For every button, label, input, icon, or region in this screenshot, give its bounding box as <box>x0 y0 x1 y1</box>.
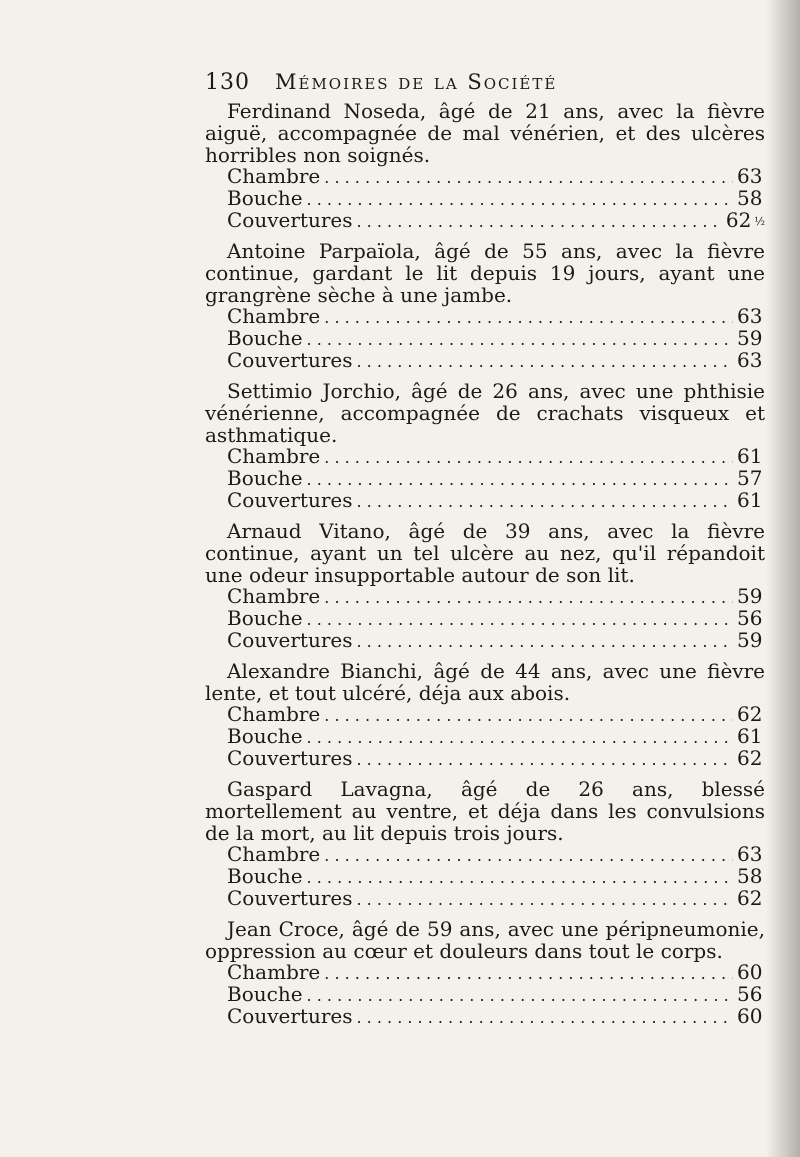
measurement-value <box>737 866 765 887</box>
measurement-label: Chambre <box>227 842 321 866</box>
measurement-row <box>205 704 765 726</box>
measurement-row <box>205 866 765 888</box>
measurement-value <box>737 1006 765 1027</box>
dot-leader <box>357 631 734 652</box>
measurement-label: Bouche <box>227 606 303 630</box>
measurement-label: Bouche <box>227 982 303 1006</box>
dot-leader <box>324 447 733 468</box>
dot-leader <box>357 351 734 372</box>
measurement-value <box>737 748 765 769</box>
measurement-label: Chambre <box>227 960 321 984</box>
measurement-value <box>737 608 765 629</box>
measurement-value-number: 60 <box>737 960 763 984</box>
patient-entry <box>205 380 765 512</box>
dot-leader <box>307 189 733 210</box>
measurement-label: Bouche <box>227 864 303 888</box>
book-page <box>205 70 765 1028</box>
measurement-value <box>737 962 765 983</box>
measurement-value-number: 56 <box>737 982 763 1006</box>
dot-leader <box>307 329 733 350</box>
running-header <box>205 70 765 100</box>
measurement-value <box>737 306 765 327</box>
patient-description: Ferdinand Noseda, âgé de 21 ans, avec la fièvre aiguë, accompagnée de mal vénérien, et des ulcères horribles non soignés. <box>205 99 765 167</box>
measurement-row <box>205 350 765 372</box>
measurement-label: Bouche <box>227 724 303 748</box>
measurement-row <box>205 446 765 468</box>
measurement-value-number: 60 <box>737 1004 763 1028</box>
measurement-value <box>737 704 765 725</box>
measurement-label: Chambre <box>227 304 321 328</box>
measurement-row <box>205 490 765 512</box>
dot-leader <box>324 963 733 984</box>
measurement-row <box>205 748 765 770</box>
measurement-label: Couvertures <box>227 208 353 232</box>
dot-leader <box>357 1007 734 1028</box>
measurement-row <box>205 468 765 490</box>
measurement-label: Couvertures <box>227 886 353 910</box>
dot-leader <box>307 609 733 630</box>
measurement-value <box>737 726 765 747</box>
measurement-value <box>737 328 765 349</box>
measurement-value <box>737 350 765 371</box>
measurement-fraction: ½ <box>754 215 765 228</box>
measurement-value-number: 63 <box>737 304 763 328</box>
measurement-row <box>205 630 765 652</box>
measurement-value <box>737 630 765 651</box>
measurement-label: Chambre <box>227 164 321 188</box>
measurement-value-number: 59 <box>737 628 763 652</box>
measurement-value-number: 63 <box>737 842 763 866</box>
measurement-label: Couvertures <box>227 1004 353 1028</box>
measurement-value-number: 61 <box>737 444 763 468</box>
measurement-value <box>726 210 765 232</box>
dot-leader <box>307 469 733 490</box>
dot-leader <box>324 587 733 608</box>
measurement-label: Chambre <box>227 584 321 608</box>
measurement-value <box>737 490 765 511</box>
measurement-value <box>737 468 765 489</box>
patient-entry <box>205 240 765 372</box>
measurement-value-number: 62 <box>737 702 763 726</box>
measurement-value-number: 58 <box>737 186 763 210</box>
measurement-value-number: 63 <box>737 164 763 188</box>
measurement-value-number: 62 <box>737 746 763 770</box>
dot-leader <box>324 705 733 726</box>
measurement-row <box>205 844 765 866</box>
measurement-value-number: 58 <box>737 864 763 888</box>
measurement-label: Couvertures <box>227 348 353 372</box>
patient-entry <box>205 660 765 770</box>
measurement-row <box>205 586 765 608</box>
measurement-label: Bouche <box>227 466 303 490</box>
measurement-value-number: 62 <box>725 208 752 232</box>
patient-description: Alexandre Bianchi, âgé de 44 ans, avec une fièvre lente, et tout ulcéré, déja aux abois. <box>205 659 765 705</box>
measurement-row <box>205 188 765 210</box>
measurement-label: Bouche <box>227 326 303 350</box>
dot-leader <box>357 889 734 910</box>
dot-leader <box>324 167 733 188</box>
measurement-value-number: 56 <box>737 606 763 630</box>
patient-entry <box>205 778 765 910</box>
measurement-label: Couvertures <box>227 628 353 652</box>
measurement-row <box>205 608 765 630</box>
patient-description: Jean Croce, âgé de 59 ans, avec une péripneumonie, oppression au cœur et douleurs dans tout le corps. <box>205 917 765 963</box>
dot-leader <box>307 985 733 1006</box>
measurement-value-number: 59 <box>737 326 763 350</box>
patient-entry <box>205 918 765 1028</box>
measurement-value-number: 62 <box>737 886 763 910</box>
dot-leader <box>307 727 733 748</box>
measurement-value-number: 61 <box>737 488 763 512</box>
measurement-value <box>737 888 765 909</box>
measurement-value <box>737 844 765 865</box>
measurement-value-number: 61 <box>737 724 763 748</box>
measurement-row <box>205 1006 765 1028</box>
dot-leader <box>357 211 722 232</box>
page-edge-shadow <box>766 0 800 1157</box>
measurement-value <box>737 166 765 187</box>
patient-description: Arnaud Vitano, âgé de 39 ans, avec la fièvre continue, ayant un tel ulcère au nez, qu'il répandoit une odeur insupportable autour de son lit. <box>205 519 765 587</box>
measurement-value <box>737 586 765 607</box>
page-number: 130 <box>205 70 250 95</box>
dot-leader <box>324 845 733 866</box>
measurement-row <box>205 306 765 328</box>
measurement-value-number: 57 <box>737 466 763 490</box>
dot-leader <box>357 749 734 770</box>
running-title: Mémoires de la Société <box>275 70 558 94</box>
measurement-label: Chambre <box>227 702 321 726</box>
patient-description: Settimio Jorchio, âgé de 26 ans, avec une phthisie vénérienne, accompagnée de crachats visqueux et asthmatique. <box>205 379 765 447</box>
dot-leader <box>357 491 734 512</box>
measurement-row <box>205 166 765 188</box>
measurement-value <box>737 446 765 467</box>
measurement-value-number: 63 <box>737 348 763 372</box>
measurement-row <box>205 962 765 984</box>
dot-leader <box>307 867 733 888</box>
measurement-label: Bouche <box>227 186 303 210</box>
measurement-label: Chambre <box>227 444 321 468</box>
measurement-row <box>205 210 765 232</box>
measurement-label: Couvertures <box>227 488 353 512</box>
measurement-row <box>205 984 765 1006</box>
measurement-row <box>205 726 765 748</box>
patient-description: Gaspard Lavagna, âgé de 26 ans, blessé mortellement au ventre, et déja dans les convulsions de la mort, au lit depuis trois jours. <box>205 777 765 845</box>
entries-list <box>205 100 765 1028</box>
patient-entry <box>205 520 765 652</box>
measurement-value <box>737 984 765 1005</box>
dot-leader <box>324 307 733 328</box>
measurement-label: Couvertures <box>227 746 353 770</box>
patient-entry <box>205 100 765 232</box>
patient-description: Antoine Parpaïola, âgé de 55 ans, avec la fièvre continue, gardant le lit depuis 19 jours, ayant une grangrène sèche à une jambe. <box>205 239 765 307</box>
measurement-row <box>205 888 765 910</box>
measurement-value <box>737 188 765 209</box>
measurement-value-number: 59 <box>737 584 763 608</box>
measurement-row <box>205 328 765 350</box>
